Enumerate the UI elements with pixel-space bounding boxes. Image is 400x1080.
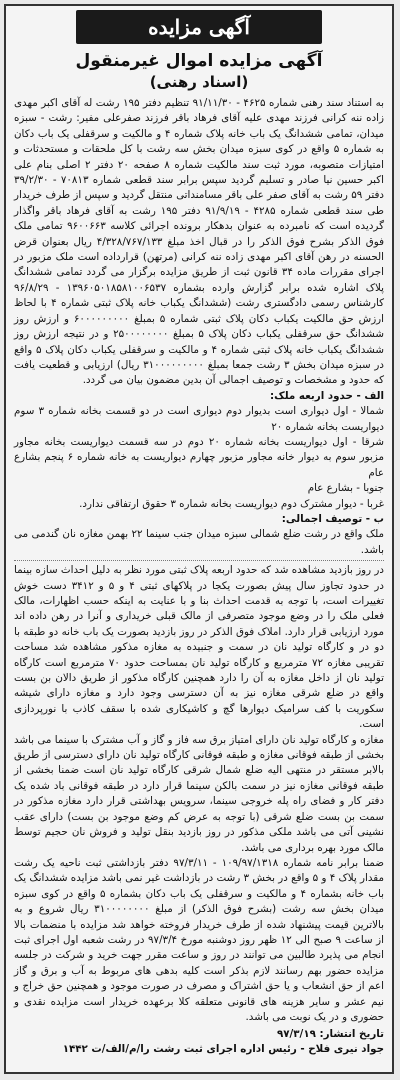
description-paragraph: مغازه و کارگاه تولید نان دارای امتیاز برق سه فاز و گاز و آب مشترک با سینما می باشد بخشی از طبقه فوقانی مغازه و طبقه فوقانی کارگاه تولید نان دارای دسترسی از طریق بالابر مستقر در منتهی الیه ضلع شمال شرقی کارگاه تولید نان است ضمنا بخشی از طبقه فوقانی مغازه نیز در سمت بالکن سینما قرار دارد در طبقه فوقانی باد شده یک دفتر کار و فضای راه پله خروجی سینما، سرویس بهداشتی قرار دارد مغازه مذکور در سمت بن بست ضلع شرقی (با توجه به عرض کم وضع موجود بن بست) دارای عقب نشینی آتی می باشد ملکی مذکور در روز بازدید بنقل تولید و فروش نان حجیم توسط مالک مورد بهره برداری می باشد.: [14, 733, 384, 854]
signature: جواد نیری فلاح - رئیس اداره اجرای ثبت رشت را/م/الف/ت ۱۴۴۲: [62, 1043, 384, 1056]
description-paragraph: در روز بازدید مشاهده شد که حدود اربعه پلاک ثبتی مورد نظر به دلیل احداث سازه بینما در حدود تجاوز سال پیش بصورت یکجا در پلاکهای ثبتی ۴ و ۵ و ۳۴۱۲ دست خوش تغییرات است، با توجه به قدمت احداث بنا و با عنایت به اینکه حسب اظهارات، مالک فعلی ملک را در وضع موجود متصرفی از مالک قبلی خریداری و آنرا در رهن داده اند مورد ارزیابی قرار دارد. املاک فوق الذکر در روز بازدید بصورت یک باب خانه دو طبقه با دو در و کارگاه تولید نان در سمت و جنبیده به مغازه مذکور مشاهده شد مساحت تقریبی مغازه ۷۲ مترمربع و کارگاه تولید نان بمساحت حدود ۷۰ مترمربع است کارگاه تولید نان از داخل مغازه به آن را دارد همچنین کارگاه مذکور از طریق دالان بن بست واقع در ضلع شرقی مغازه نیز به آن دسترسی وجود دارد و مغازه دارای شیشه سکوریت با کف سرامیک دیوارها گچ و کاشیکاری شده با سقف کاذب با نورپردازی است.: [14, 564, 384, 731]
notice-footer: [6, 1025, 392, 1059]
notice-title: آگهی مزایده اموال غیرمنقول: [75, 51, 323, 71]
publish-date: تاریخ انتشار: ۹۷/۳/۱۹: [276, 1028, 384, 1041]
newspaper-clipping: [4, 4, 394, 1074]
notice-subtitle: (اسناد رهنی): [149, 73, 249, 91]
bounds-heading: الف - حدود اربعه ملک:: [270, 389, 384, 402]
bound-north: شمالا - اول دیواری است بدیوار دوم دیواری است در دو قسمت بخانه شماره ۳ سوم دیواریست بخانه شماره ۲۰: [14, 405, 384, 433]
bound-west: غربا - دیوار مشترک دوم دیواریست بخانه شماره ۳ حقوق ارتفاقی ندارد.: [79, 497, 384, 510]
bound-east: شرقا - اول دیواریست بخانه شماره ۲۰ دوم در سه قسمت دیواریست بخانه مجاور مزبور سوم به دیوار خانه مجاور مزبور چهارم دیواریست به خانه شماره ۶ پنجم بشارع عام: [14, 435, 384, 479]
description-paragraph: ضمنا برابر نامه شماره ۱۰۹/۹۷/۱۳۱۸ - ۹۷/۳/۱۱ دفتر بازداشتی ثبت ناحیه یک رشت مقدار پلاک ۴ و ۵ واقع در بخش ۳ رشت در بازداشت غیر نمی باشد مزایده ششدانگ یک باب خانه بشماره ۴ و مالکیت و سرقفلی یک باب دکان بشماره ۵ واقع در کوی سبزه میدان بخش سه رشت (بشرح فوق الذکر) از مبلغ ۳۱۰۰۰۰۰۰۰۰ ریال شروع و به بالاترین قیمت پیشنهاد شده از طرف خریدار فروخته خواهد شد مزایده با منضمات بالا از ساعت ۹ صبح الی ۱۲ ظهر روز دوشنبه مورخ ۹۷/۳/۴ در رشت شعبه اول اجرای ثبت انجام می پذیرد طالبین می توانند در روز و ساعت مقرر جهت خرید و شرکت در جلسه مزایده حضور بهم رسانند لازم بذکر است کلیه بدهی های مربوط به آب و برق و گاز اعم از حق انشعاب و یا حق اشتراک و مصرف در صورت موجود و همچنین حق خراج و نیم عشر و سایر هزینه های قانونی متعلقه کلا برعهده خریدار است مزایده نقدی و حضوری و در یک نوبت می باشد.: [14, 856, 385, 1023]
intro-paragraph: به استناد سند رهنی شماره ۴۶۲۵ - ۹۱/۱۱/۳۰ تنظیم دفتر ۱۹۵ رشت له آقای اکبر مهدی زاده ننه کرانی فرزند مهدی علیه آقای فرهاد باقر فرزند صفرعلی مفیر: رشت - سبزه میدان، تمامی ششدانگ یک باب خانه پلاک شماره ۴ و مالکیت و سرقفلی یک باب دکان به شماره ۵ واقع در کوی سبزه میدان بخش سه رشت با کل ملحقات و مستحدثات و امتیازات متصوبه، مورد ثبت سند مالکیت شماره ۸ صفحه ۲۰ دفتر ۲ اصلی بنام علی اکبر حسین نیا صادر و تسلیم گردید سپس برابر سند قطعی شماره ۷۰۸۱۳ - ۳۹/۲/۳۰ دفتر ۵۹ رشت به آقای صفر علی باقر مسامنداتی منتقل گردید و سپس از طرف خریدار طی سند قطعی شماره ۴۲۸۵ - ۹۱/۹/۱۹ دفتر ۱۹۵ رشت به آقای فرهاد باقر واگذار گردیده است که نامبرده به عنوان بدهکار برونده اجرائی کلاسه ۹۶۰۰۶۶۳ تمامی ملک فوق الذکر بشرح فوق الذکر را در قبال اخذ مبلغ ۴/۳۲۸/۷۶۷/۱۳۳ ریال بعنوان قرض الحسنه در رهن آقای اکبر مهدی زاده ننه کرانی (مرتهن) قرارداده است ملک مزبور در اجرای مقررات ماده ۳۴ قانون ثبت از طریق مزایده برگزار می گردد تمامی ششدانگ پلاک اشاره شده برابر گزارش وارده بشماره ۱۳۹۶۰۵۰۱۸۵۸۱۰۰۶۵۳۷ - ۹۶/۸/۲۹ کارشناس رسمی دادگستری رشت (ششدانگ یکباب خانه پلاک ثبتی شماره ۴ با لحاظ ارزش حق مالکیت یکباب دکان پلاک ثبتی شماره ۵ بمبلغ ۶۰۰۰۰۰۰۰۰۰ و ارزش روز ششدانگ حق سرقفلی یکباب دکان پلاک ۵ بمبلغ ۲۵۰۰۰۰۰۰۰۰ و در نتیجه ارزش روز ششدانگ یکباب خانه پلاک ثبتی شماره ۴ و مالکیت و سرقفلی یکباب دکان پلاک ۵ واقع در سبزه میدان بخش ۳ رشت جمعا بمبلغ ۳۱۰۰۰۰۰۰۰۰۰ ریال) ارزیابی و قطعیت یافت که حدود و مشخصات و توصیف اجمالی آن بدین مضمون بیان می گردد.: [14, 97, 385, 387]
bound-south: جنوبا - بشارع عام: [307, 482, 384, 495]
divider: [14, 560, 384, 561]
description-paragraph: ملک واقع در رشت ضلع شمالی سبزه میدان جنب سینما ۲۲ بهمن مغازه نان گندمی می باشد.: [14, 528, 384, 556]
description-heading: ب - توصیف اجمالی:: [281, 512, 384, 525]
banner-label: آگهی مزایده: [148, 15, 250, 39]
notice-body: [6, 92, 392, 1025]
section-banner: [76, 10, 322, 44]
